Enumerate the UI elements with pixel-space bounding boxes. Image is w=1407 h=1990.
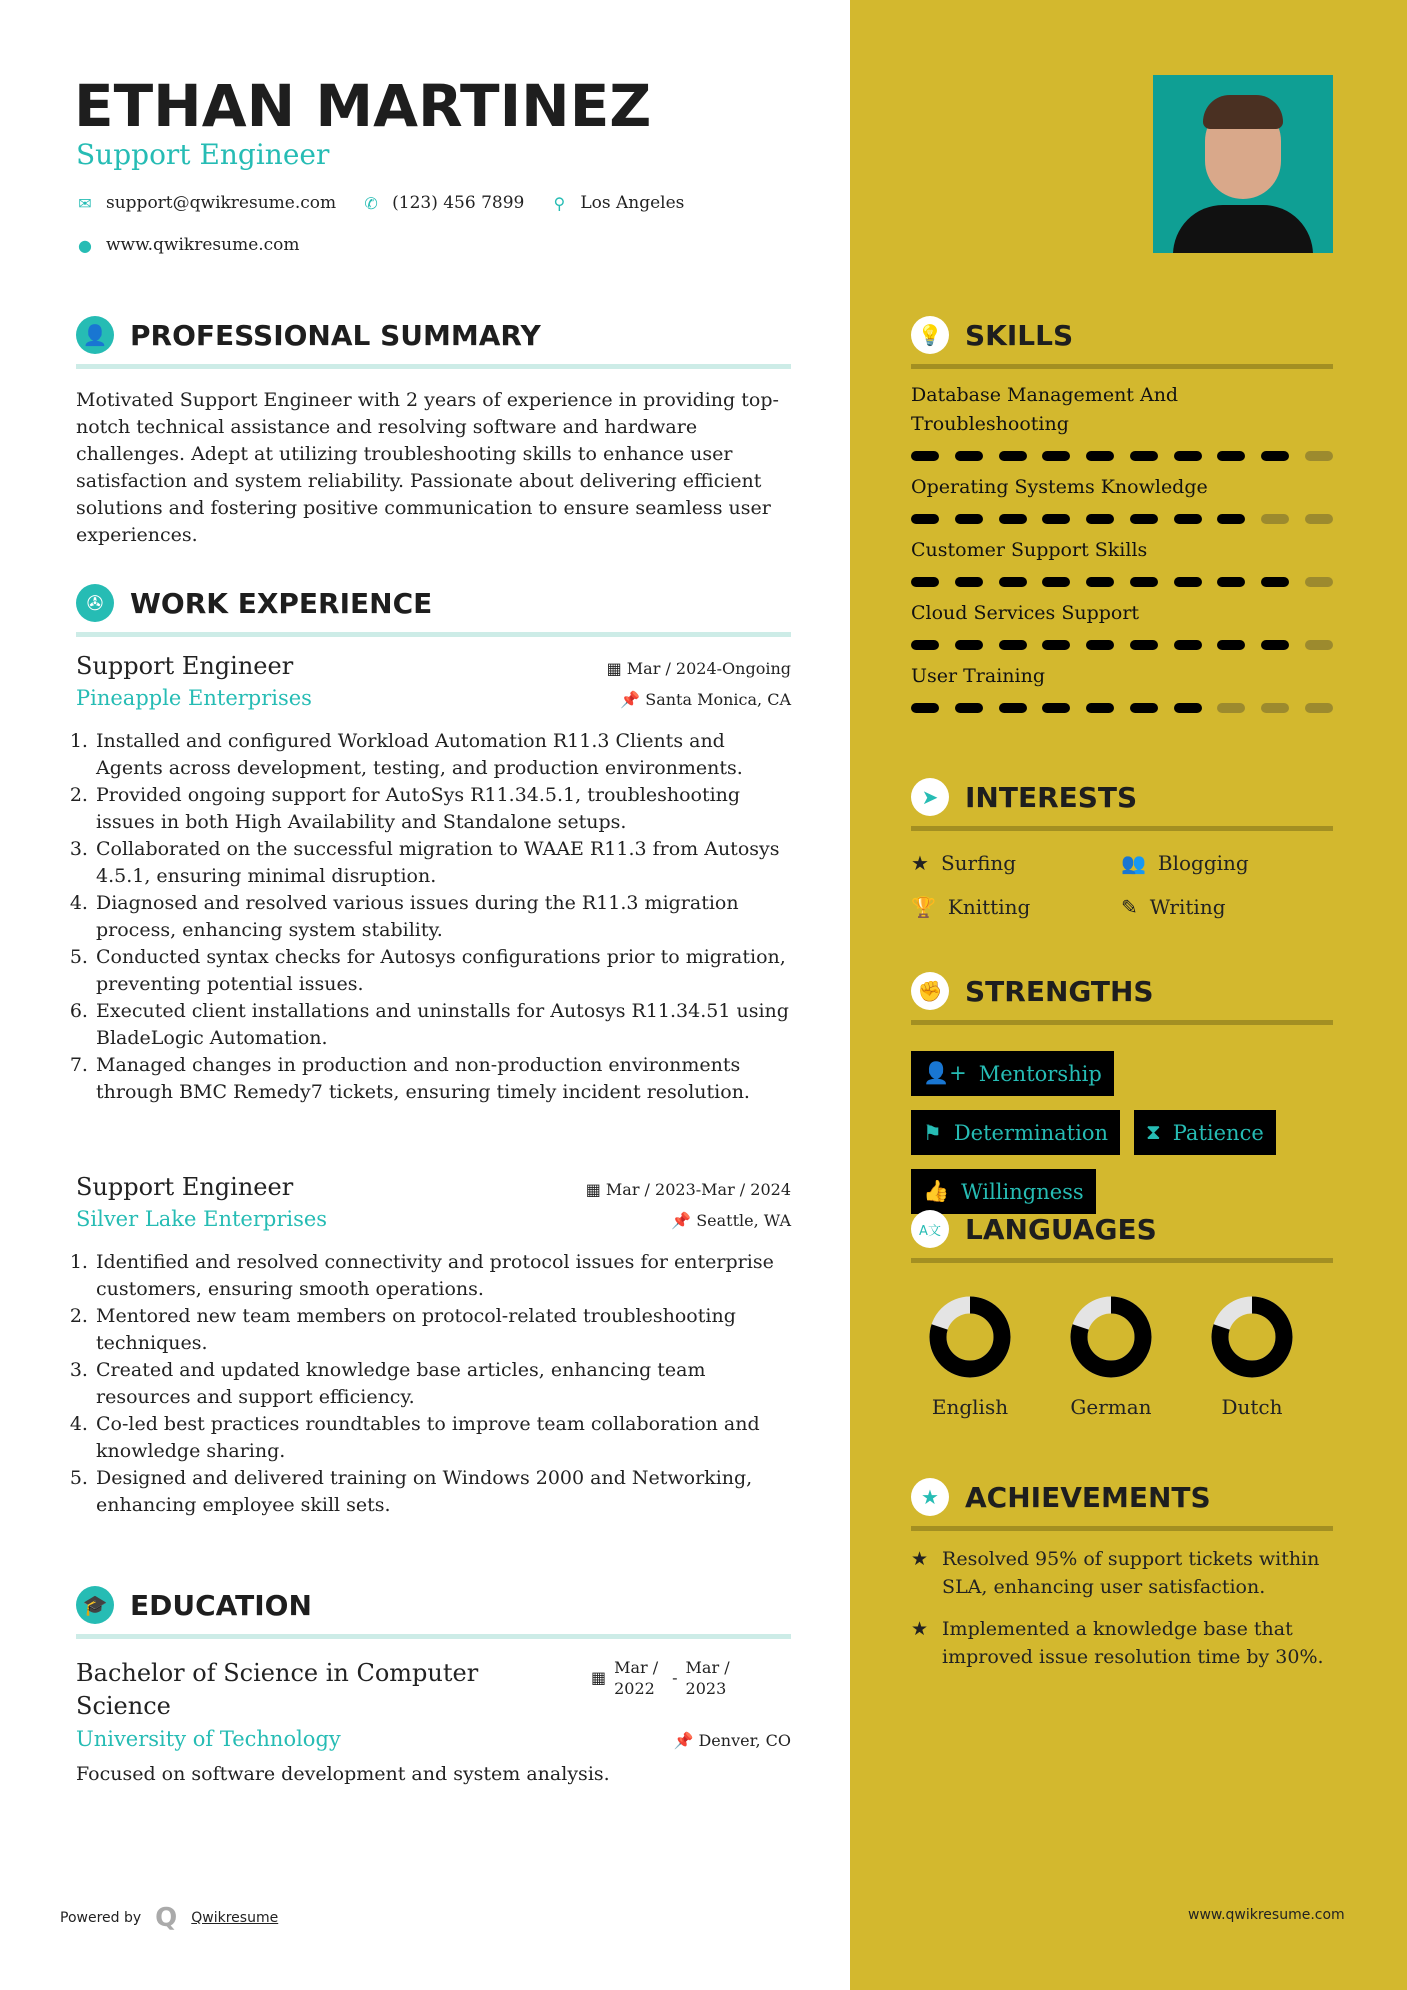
language-donut — [928, 1295, 1012, 1379]
location: Los Angeles — [580, 193, 685, 213]
skill-dash — [955, 703, 983, 713]
translate-icon: A文 — [911, 1210, 949, 1248]
degree: Bachelor of Science in Computer Science — [76, 1659, 479, 1720]
skill-name: User Training — [911, 665, 1046, 687]
star-icon: ★ — [911, 851, 929, 875]
pin-icon: 📌 — [620, 690, 646, 709]
skill-dash — [911, 451, 939, 461]
skill-dash — [999, 577, 1027, 587]
candidate-name: ETHAN MARTINEZ — [74, 72, 652, 140]
list-item: 3. Created and updated knowledge base articles, enhancing team resources and support efficiency. — [94, 1357, 791, 1411]
language-item — [928, 1295, 1012, 1419]
job-dates: Mar / 2023-Mar / 2024 — [605, 1180, 791, 1199]
graduate-icon: 🎓 — [76, 1586, 114, 1624]
edu-end: Mar / 2023 — [685, 1658, 730, 1698]
lightbulb-icon: 💡 — [911, 316, 949, 354]
list-item: 1. Installed and configured Workload Automation R11.3 Clients and Agents across development, testing, and production environments. — [94, 728, 791, 782]
skill-dash — [999, 703, 1027, 713]
interest-item — [1121, 851, 1331, 875]
skill-dash — [911, 577, 939, 587]
powered-by-label: Powered by — [60, 1910, 142, 1926]
job-location: Santa Monica, CA — [645, 690, 791, 709]
user-plus-icon: 👤+ — [923, 1061, 967, 1085]
phone: (123) 456 7899 — [392, 193, 525, 213]
job-title: Support Engineer — [76, 138, 330, 171]
skill-dash — [999, 514, 1027, 524]
skill-dash — [1086, 577, 1114, 587]
skill-dash — [1130, 514, 1158, 524]
list-item: 7. Managed changes in production and non-production environments through BMC Remedy7 tickets, ensuring timely incident resolution. — [94, 1052, 791, 1106]
interest-item — [911, 895, 1121, 919]
list-item: 2. Provided ongoing support for AutoSys R11.34.5.1, troubleshooting issues in both High Availability and Standalone setups. — [94, 782, 791, 836]
list-item: 1. Identified and resolved connectivity and protocol issues for enterprise customers, ensuring smooth operations. — [94, 1249, 791, 1303]
skill-dash — [1042, 514, 1070, 524]
language-name: English — [931, 1395, 1009, 1419]
list-item: 2. Mentored new team members on protocol-related troubleshooting techniques. — [94, 1303, 791, 1357]
skill-dash — [1305, 514, 1333, 524]
section-heading: EDUCATION — [130, 1588, 312, 1622]
skill-level-bar — [911, 640, 1333, 650]
skill-dash — [1305, 640, 1333, 650]
profile-photo — [1153, 75, 1333, 253]
skill-dash — [1130, 640, 1158, 650]
sidebar — [850, 0, 1407, 1990]
skill-dash — [1261, 451, 1289, 461]
edu-description: Focused on software development and system analysis. — [76, 1763, 610, 1785]
section-heading: WORK EXPERIENCE — [130, 586, 433, 620]
language-item — [1210, 1295, 1294, 1419]
skill-level-bar — [911, 703, 1333, 713]
language-donut — [1210, 1295, 1294, 1379]
website[interactable]: www.qwikresume.com — [106, 235, 300, 255]
section-heading: INTERESTS — [965, 780, 1138, 814]
skill-level-bar — [911, 514, 1333, 524]
strength-label: Willingness — [961, 1179, 1084, 1204]
edu-start: Mar / 2022 — [614, 1658, 659, 1698]
skill-dash — [1130, 577, 1158, 587]
list-item: 6. Executed client installations and uninstalls for Autosys R11.34.51 using BladeLogic Automation. — [94, 998, 791, 1052]
skill-dash — [999, 640, 1027, 650]
section-heading: PROFESSIONAL SUMMARY — [130, 318, 541, 352]
skill-dash — [1130, 703, 1158, 713]
thumbs-up-icon: 👍 — [923, 1179, 950, 1203]
edu-location: Denver, CO — [698, 1731, 791, 1750]
list-item: 5. Designed and delivered training on Windows 2000 and Networking, enhancing employee skill sets. — [94, 1465, 791, 1519]
achievement-item — [911, 1545, 1333, 1601]
summary-section — [76, 316, 791, 549]
skill-dash — [911, 703, 939, 713]
achievement-text: Implemented a knowledge base that improved issue resolution time by 30%. — [942, 1618, 1324, 1668]
skill-dash — [1305, 703, 1333, 713]
skill-item — [911, 473, 1333, 524]
interests-section — [911, 778, 1333, 919]
skill-dash — [1261, 703, 1289, 713]
pin-icon: 📌 — [673, 1731, 699, 1750]
job-entry-title: Support Engineer — [76, 1173, 294, 1201]
skill-dash — [955, 577, 983, 587]
languages-section — [911, 1210, 1333, 1419]
interest-item — [911, 851, 1121, 875]
achievement-text: Resolved 95% of support tickets within SLA, enhancing user satisfaction. — [942, 1548, 1320, 1598]
skills-section — [911, 316, 1333, 713]
skill-dash — [1217, 703, 1245, 713]
map-marker-icon: ⚲ — [553, 193, 566, 213]
strengths-section — [911, 972, 1333, 1214]
pin-icon: 📌 — [671, 1211, 697, 1230]
interest-label: Knitting — [947, 895, 1031, 919]
skill-dash — [1305, 577, 1333, 587]
skill-dash — [1217, 577, 1245, 587]
website-row — [76, 235, 300, 255]
skill-level-bar — [911, 451, 1333, 461]
skill-dash — [1086, 703, 1114, 713]
contact-row — [76, 193, 684, 213]
achievements-section — [911, 1478, 1333, 1671]
skill-dash — [1042, 640, 1070, 650]
skill-dash — [955, 640, 983, 650]
language-name: German — [1070, 1395, 1152, 1419]
fist-icon: ✊ — [911, 972, 949, 1010]
skill-item — [911, 536, 1333, 587]
strength-tag — [911, 1169, 1096, 1214]
company: Silver Lake Enterprises — [76, 1207, 328, 1231]
job-bullets — [76, 1249, 791, 1519]
skill-dash — [911, 640, 939, 650]
paper-plane-icon: ➤ — [911, 778, 949, 816]
job-location: Seattle, WA — [696, 1211, 791, 1230]
skill-dash — [1217, 640, 1245, 650]
skill-dash — [999, 451, 1027, 461]
skill-dash — [1042, 451, 1070, 461]
shooting-star-icon: ★ — [911, 1618, 929, 1640]
skill-dash — [1174, 514, 1202, 524]
skill-dash — [1086, 640, 1114, 650]
section-heading: LANGUAGES — [965, 1212, 1157, 1246]
job-entry — [76, 652, 791, 1106]
language-item — [1069, 1295, 1153, 1419]
shooting-star-icon: ★ — [911, 1548, 929, 1570]
skill-dash — [1217, 514, 1245, 524]
summary-text: Motivated Support Engineer with 2 years of experience in providing top-notch technical assistance and resolving software and hardware challenges. Adept at utilizing troubleshooting skills to enhance user satisfaction and system reliability. Passionate about delivering efficient solutions and fostering positive communication to ensure seamless user experiences. — [76, 389, 779, 546]
strength-label: Mentorship — [978, 1061, 1102, 1086]
skill-item — [911, 381, 1333, 461]
trophy-icon: 🏆 — [911, 895, 936, 919]
skill-dash — [1261, 577, 1289, 587]
skill-dash — [1261, 514, 1289, 524]
qwikresume-logo-icon: Q — [155, 1903, 178, 1933]
briefcase-icon: ✇ — [76, 584, 114, 622]
skill-dash — [1305, 451, 1333, 461]
strength-tag — [1134, 1110, 1276, 1155]
pencil-icon: ✎ — [1121, 895, 1138, 919]
skill-dash — [1174, 640, 1202, 650]
skill-name: Database Management And Troubleshooting — [911, 384, 1179, 435]
skill-dash — [1042, 703, 1070, 713]
skill-item — [911, 599, 1333, 650]
skill-dash — [911, 514, 939, 524]
strength-tag — [911, 1051, 1114, 1096]
job-bullets — [76, 728, 791, 1106]
phone-icon: ✆ — [364, 193, 378, 213]
interest-label: Surfing — [940, 851, 1017, 875]
skill-item — [911, 662, 1333, 713]
list-item: 4. Diagnosed and resolved various issues during the R11.3 migration process, enhancing system stability. — [94, 890, 791, 944]
skill-dash — [1261, 640, 1289, 650]
hourglass-icon: ⧗ — [1146, 1120, 1161, 1144]
brand-link[interactable]: Qwikresume — [191, 1910, 279, 1926]
skill-dash — [1086, 451, 1114, 461]
skill-dash — [1174, 577, 1202, 587]
list-item: 3. Collaborated on the successful migration to WAAE R11.3 from Autosys 4.5.1, ensuring minimal disruption. — [94, 836, 791, 890]
users-icon: 👥 — [1121, 851, 1146, 875]
skill-dash — [1042, 577, 1070, 587]
strength-label: Patience — [1172, 1120, 1264, 1145]
powered-by — [60, 1903, 278, 1933]
achievement-item — [911, 1615, 1333, 1671]
school: University of Technology — [76, 1727, 341, 1751]
skill-dash — [1174, 451, 1202, 461]
skill-dash — [955, 514, 983, 524]
company: Pineapple Enterprises — [76, 686, 312, 710]
globe-icon: ● — [78, 235, 92, 255]
interest-item — [1121, 895, 1331, 919]
language-donut — [1069, 1295, 1153, 1379]
job-entry-title: Support Engineer — [76, 652, 294, 680]
skill-dash — [1217, 451, 1245, 461]
calendar-icon: ▦ — [606, 659, 627, 678]
section-heading: STRENGTHS — [965, 974, 1154, 1008]
job-dates: Mar / 2024-Ongoing — [626, 659, 791, 678]
envelope-icon: ✉ — [78, 193, 92, 213]
flag-icon: ⚑ — [923, 1120, 942, 1145]
skill-name: Cloud Services Support — [911, 602, 1140, 624]
footer-website[interactable]: www.qwikresume.com — [1188, 1907, 1345, 1923]
skill-name: Operating Systems Knowledge — [911, 476, 1208, 498]
skill-dash — [955, 451, 983, 461]
section-heading: ACHIEVEMENTS — [965, 1480, 1211, 1514]
strength-tag — [911, 1110, 1120, 1155]
section-heading: SKILLS — [965, 318, 1074, 352]
email[interactable]: support@qwikresume.com — [106, 193, 337, 213]
skill-level-bar — [911, 577, 1333, 587]
star-badge-icon: ★ — [911, 1478, 949, 1516]
language-name: Dutch — [1221, 1395, 1283, 1419]
interest-label: Writing — [1149, 895, 1226, 919]
list-item: 4. Co-led best practices roundtables to improve team collaboration and knowledge sharing. — [94, 1411, 791, 1465]
skill-name: Customer Support Skills — [911, 539, 1148, 561]
experience-section — [76, 584, 791, 637]
calendar-icon: ▦ — [591, 1668, 607, 1687]
education-section: 🎓 EDUCATION Bachelor of Science in Computer Science ▦ Mar / 2022 - Mar / 2023 University of Technology 📌 Denver, CO Focused on software development and system analysis. — [76, 1586, 791, 1788]
skill-dash — [1130, 451, 1158, 461]
skill-dash — [1086, 514, 1114, 524]
calendar-icon: ▦ — [585, 1180, 606, 1199]
user-icon: 👤 — [76, 316, 114, 354]
list-item: 5. Conducted syntax checks for Autosys configurations prior to migration, preventing potential issues. — [94, 944, 791, 998]
interest-label: Blogging — [1157, 851, 1249, 875]
job-entry — [76, 1173, 791, 1519]
skill-dash — [1174, 703, 1202, 713]
strength-label: Determination — [953, 1120, 1108, 1145]
